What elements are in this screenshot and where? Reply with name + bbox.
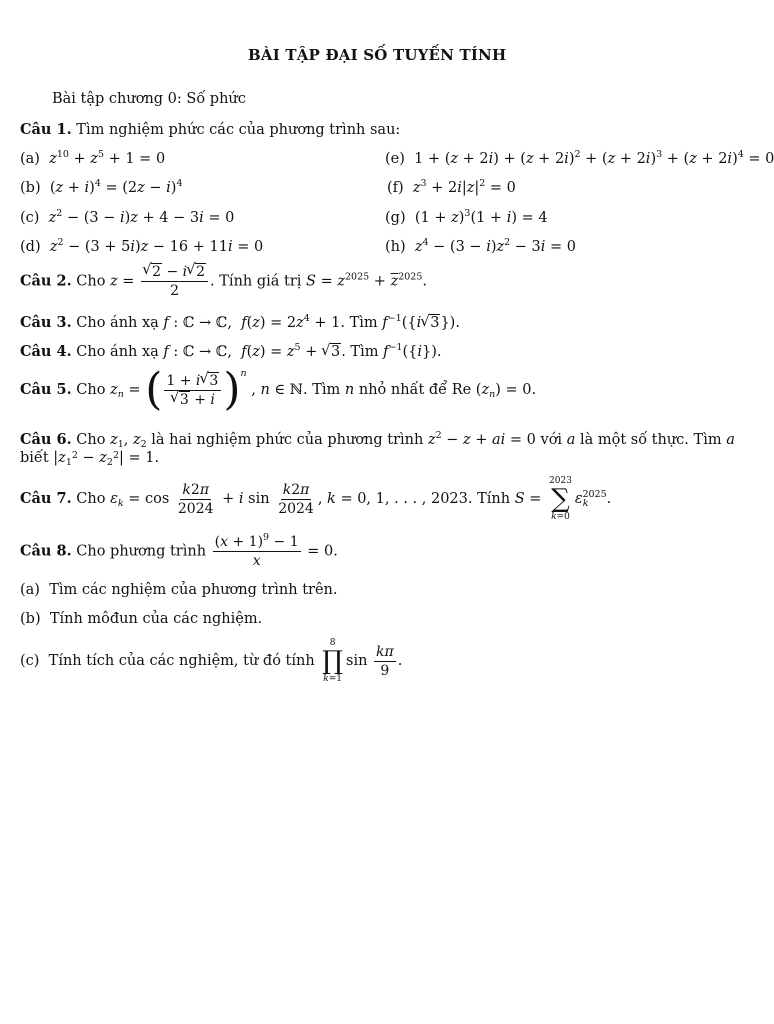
chapter-subtitle: Bài tập chương 0: Số phức bbox=[52, 91, 246, 107]
question-6-label: Câu 6. bbox=[20, 431, 72, 448]
question-8-label: Câu 8. bbox=[20, 542, 72, 560]
question-5-label: Câu 5. bbox=[20, 381, 72, 398]
question-3: Câu 3. Cho ánh xạ f : ℂ → ℂ, $f(z) = 2z^4 + 1$. Tìm $f^{-1}(\{i$ √ 3}). bbox=[20, 314, 460, 331]
question-8: Câu 8. Cho phương trình $\frac{(x + 1)^9 - 1}{x}$ = 0. bbox=[20, 532, 338, 569]
q1-part-e bbox=[385, 151, 774, 167]
q1-part-h bbox=[385, 239, 576, 255]
q1-part-a-equation: $z^{10} + z^5 + 1 = 0$ bbox=[49, 149, 166, 167]
question-7-label: Câu 7. bbox=[20, 490, 72, 507]
q1-part-g-equation: $(1 + z)^3(1 + i) = 4$ bbox=[414, 208, 548, 226]
q1-part-b bbox=[20, 180, 183, 196]
q1-part-e-label: (e) bbox=[385, 151, 405, 167]
q1-part-c bbox=[20, 210, 234, 226]
q1-part-f-label: (f) bbox=[387, 180, 404, 196]
q8-part-a: (a) Tìm các nghiệm của phương trình trên. bbox=[20, 582, 338, 598]
q2-fraction: √ $\frac{2 - i √ 2}{2}$ bbox=[141, 264, 208, 299]
q1-part-d-equation: $z^2 - (3 + 5i)z - 16 + 11i = 0$ bbox=[49, 237, 264, 255]
question-3-label: Câu 3. bbox=[20, 314, 72, 331]
sum-symbol: 2023 ∑ k=0 bbox=[549, 476, 572, 522]
q1-part-h-equation: $z^4 - (3 - i)z^2 - 3i = 0$ bbox=[414, 237, 577, 255]
q5-fraction: 1 + i √ 3 √ 3 + i bbox=[164, 373, 221, 408]
q8-part-b: (b) Tính môđun của các nghiệm. bbox=[20, 611, 263, 627]
question-1 bbox=[20, 121, 400, 138]
q1-part-g bbox=[385, 210, 548, 226]
question-1-label: Câu 1. bbox=[20, 121, 72, 138]
document-title: BÀI TẬP ĐẠI SỐ TUYẾN TÍNH bbox=[248, 46, 507, 64]
q1-part-h-label: (h) bbox=[385, 239, 406, 255]
q1-part-b-equation: $(z + i)^4 = (2z - i)^4$ bbox=[49, 178, 183, 196]
question-2-label: Câu 2. bbox=[20, 272, 72, 290]
question-2: Câu 2. Cho z = √ $\frac{2 - i √ 2}{2}$ . Tính giá trị $S = z^{2025} + \overline{z}^{2025}$. bbox=[20, 264, 427, 299]
q1-part-b-label: (b) bbox=[20, 180, 41, 196]
question-4-label: Câu 4. bbox=[20, 343, 72, 360]
q1-part-e-equation: $1 + (z + 2i) + (z + 2i)^2 + (z + 2i)^3 + (z + 2i)^4 = 0$ bbox=[414, 149, 774, 167]
q8-fraction: $\frac{(x + 1)^9 - 1}{x}$ bbox=[214, 532, 299, 569]
q1-part-d-label: (d) bbox=[20, 239, 41, 255]
question-4: Câu 4. Cho ánh xạ f : ℂ → ℂ, $f(z) = z^5$ + √ 3. Tìm $f^{-1}(\{i\})$. bbox=[20, 343, 442, 360]
q1-part-c-equation: $z^2 - (3 - i)z + 4 - 3i = 0$ bbox=[48, 208, 235, 226]
q8-part-c: (c) Tính tích của các nghiệm, từ đó tính 8 ∏ k=1 sin $\frac{k\pi}{9}$ . bbox=[20, 638, 403, 684]
question-7: Câu 7. Cho $\varepsilon_k = \cos$ $\frac{k2\pi}{2024}$ + i sin $\frac{k2\pi}{2024}$ , k = 0, 1, . . . , 2023. Tính S = 2023 ∑ k=0 $\varepsilon_k^{2025}$. bbox=[20, 476, 612, 522]
q1-part-a bbox=[20, 151, 165, 167]
q1-part-f bbox=[387, 180, 516, 196]
q1-part-f-equation: $z^3 + 2i|z|^2 = 0$ bbox=[412, 178, 516, 196]
question-5: Câu 5. Cho $z_n$ = ( 1 + i √ 3 √ 3 + i )$^n$ , n ∈ ℕ. Tìm n nhỏ nhất để Re $(z_n) = 0$. bbox=[20, 368, 536, 412]
q1-part-g-label: (g) bbox=[385, 210, 406, 226]
q1-part-a-label: (a) bbox=[20, 151, 40, 167]
q1-part-c-label: (c) bbox=[20, 210, 40, 226]
product-symbol: 8 ∏ k=1 bbox=[322, 638, 343, 684]
q1-part-d bbox=[20, 239, 263, 255]
question-6: Câu 6. Cho $z_1$, $z_2$ là hai nghiệm phức của phương trình $z^2 - z$ + ai = 0 với a là một số thực. Tìm a biết $|z_1^2 - z_2^2| = 1$. bbox=[20, 430, 735, 468]
question-1-text: Tìm nghiệm phức các của phương trình sau: bbox=[76, 122, 401, 138]
